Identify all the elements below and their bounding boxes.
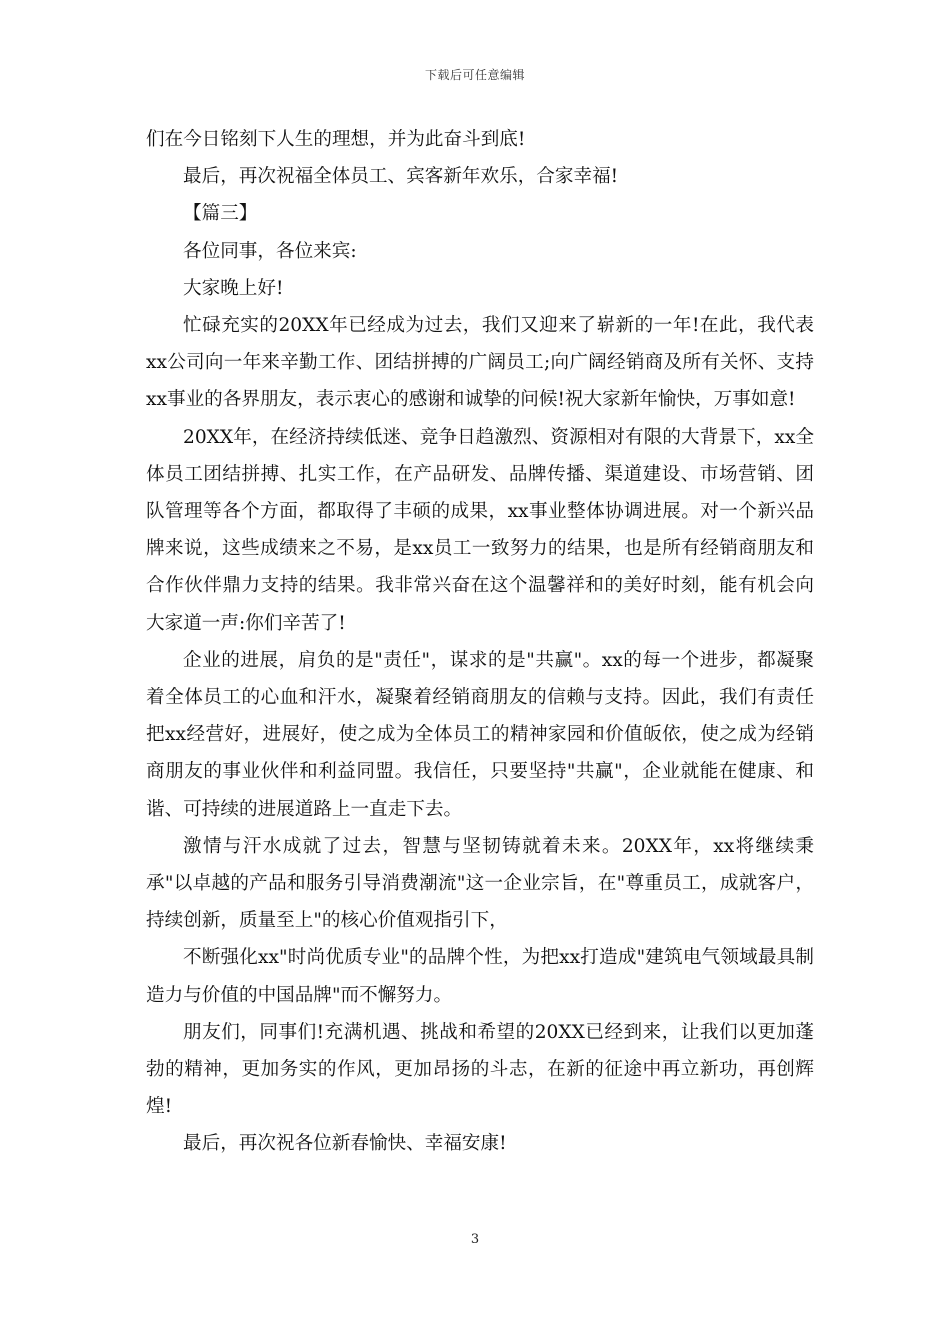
paragraph-future: 激情与汗水成就了过去，智慧与坚韧铸就着未来。20XX年，xx将继续秉承"以卓越的产品和服务引导消费潮流"这一企业宗旨，在"尊重员工，成就客户，持续创新，质量至上"的核心价值观指引下， [146,835,814,932]
page-number: 3 [470,1232,480,1247]
paragraph-closing-wish-2: 最后，再次祝各位新春愉快、幸福安康! [183,1133,507,1155]
salutation: 各位同事，各位来宾: [183,240,357,262]
section-heading: 【篇三】 [183,203,258,225]
paragraph-responsibility: 企业的进展，肩负的是"责任"，谋求的是"共赢"。xx的每一个进步，都凝聚着全体员工的心血和汗水，凝聚着经销商朋友的信赖与支持。因此，我们有责任把xx经营好，进展好，使之成为全体员工的精神家园和价值皈依，使之成为经销商朋友的事业伙伴和利益同盟。我信任，只要坚持"共赢"，企业就能在健康、和谐、可持续的进展道路上一直走下去。 [146,649,814,820]
paragraph-call-to-action: 朋友们，同事们!充满机遇、挑战和希望的20XX已经到来，让我们以更加蓬勃的精神，更加务实的作风，更加昂扬的斗志，在新的征途中再立新功，再创辉煌! [146,1021,814,1118]
paragraph-brand: 不断强化xx"时尚优质专业"的品牌个性，为把xx打造成"建筑电气领域最具制造力与价值的中国品牌"而不懈努力。 [146,947,814,1006]
greeting: 大家晚上好! [183,277,284,299]
paragraph-continuation: 们在今日铭刻下人生的理想，并为此奋斗到底! [146,129,526,150]
page-header: 下载后可任意编辑 [424,68,525,82]
paragraph-achievements: 20XX年，在经济持续低迷、竞争日趋激烈、资源相对有限的大背景下，xx全体员工团结拼搏、扎实工作，在产品研发、品牌传播、渠道建设、市场营销、团队管理等各个方面，都取得了丰硕的成果，xx事业整体协调进展。对一个新兴品牌来说，这些成绩来之不易，是xx员工一致努力的结果，也是所有经销商朋友和合作伙伴鼎力支持的结果。我非常兴奋在这个温馨祥和的美好时刻，能有机会向大家道一声:你们辛苦了! [146,426,814,634]
document-body [146,121,814,1163]
paragraph-closing-wish-1: 最后，再次祝福全体员工、宾客新年欢乐，合家幸福! [183,166,619,188]
paragraph-intro: 忙碌充实的20XX年已经成为过去，我们又迎来了崭新的一年!在此，我代表xx公司向一年来辛勤工作、团结拼搏的广阔员工;向广阔经销商及所有关怀、支持xx事业的各界朋友，表示衷心的感谢和诚挚的问候!祝大家新年愉快，万事如意! [146,315,814,411]
